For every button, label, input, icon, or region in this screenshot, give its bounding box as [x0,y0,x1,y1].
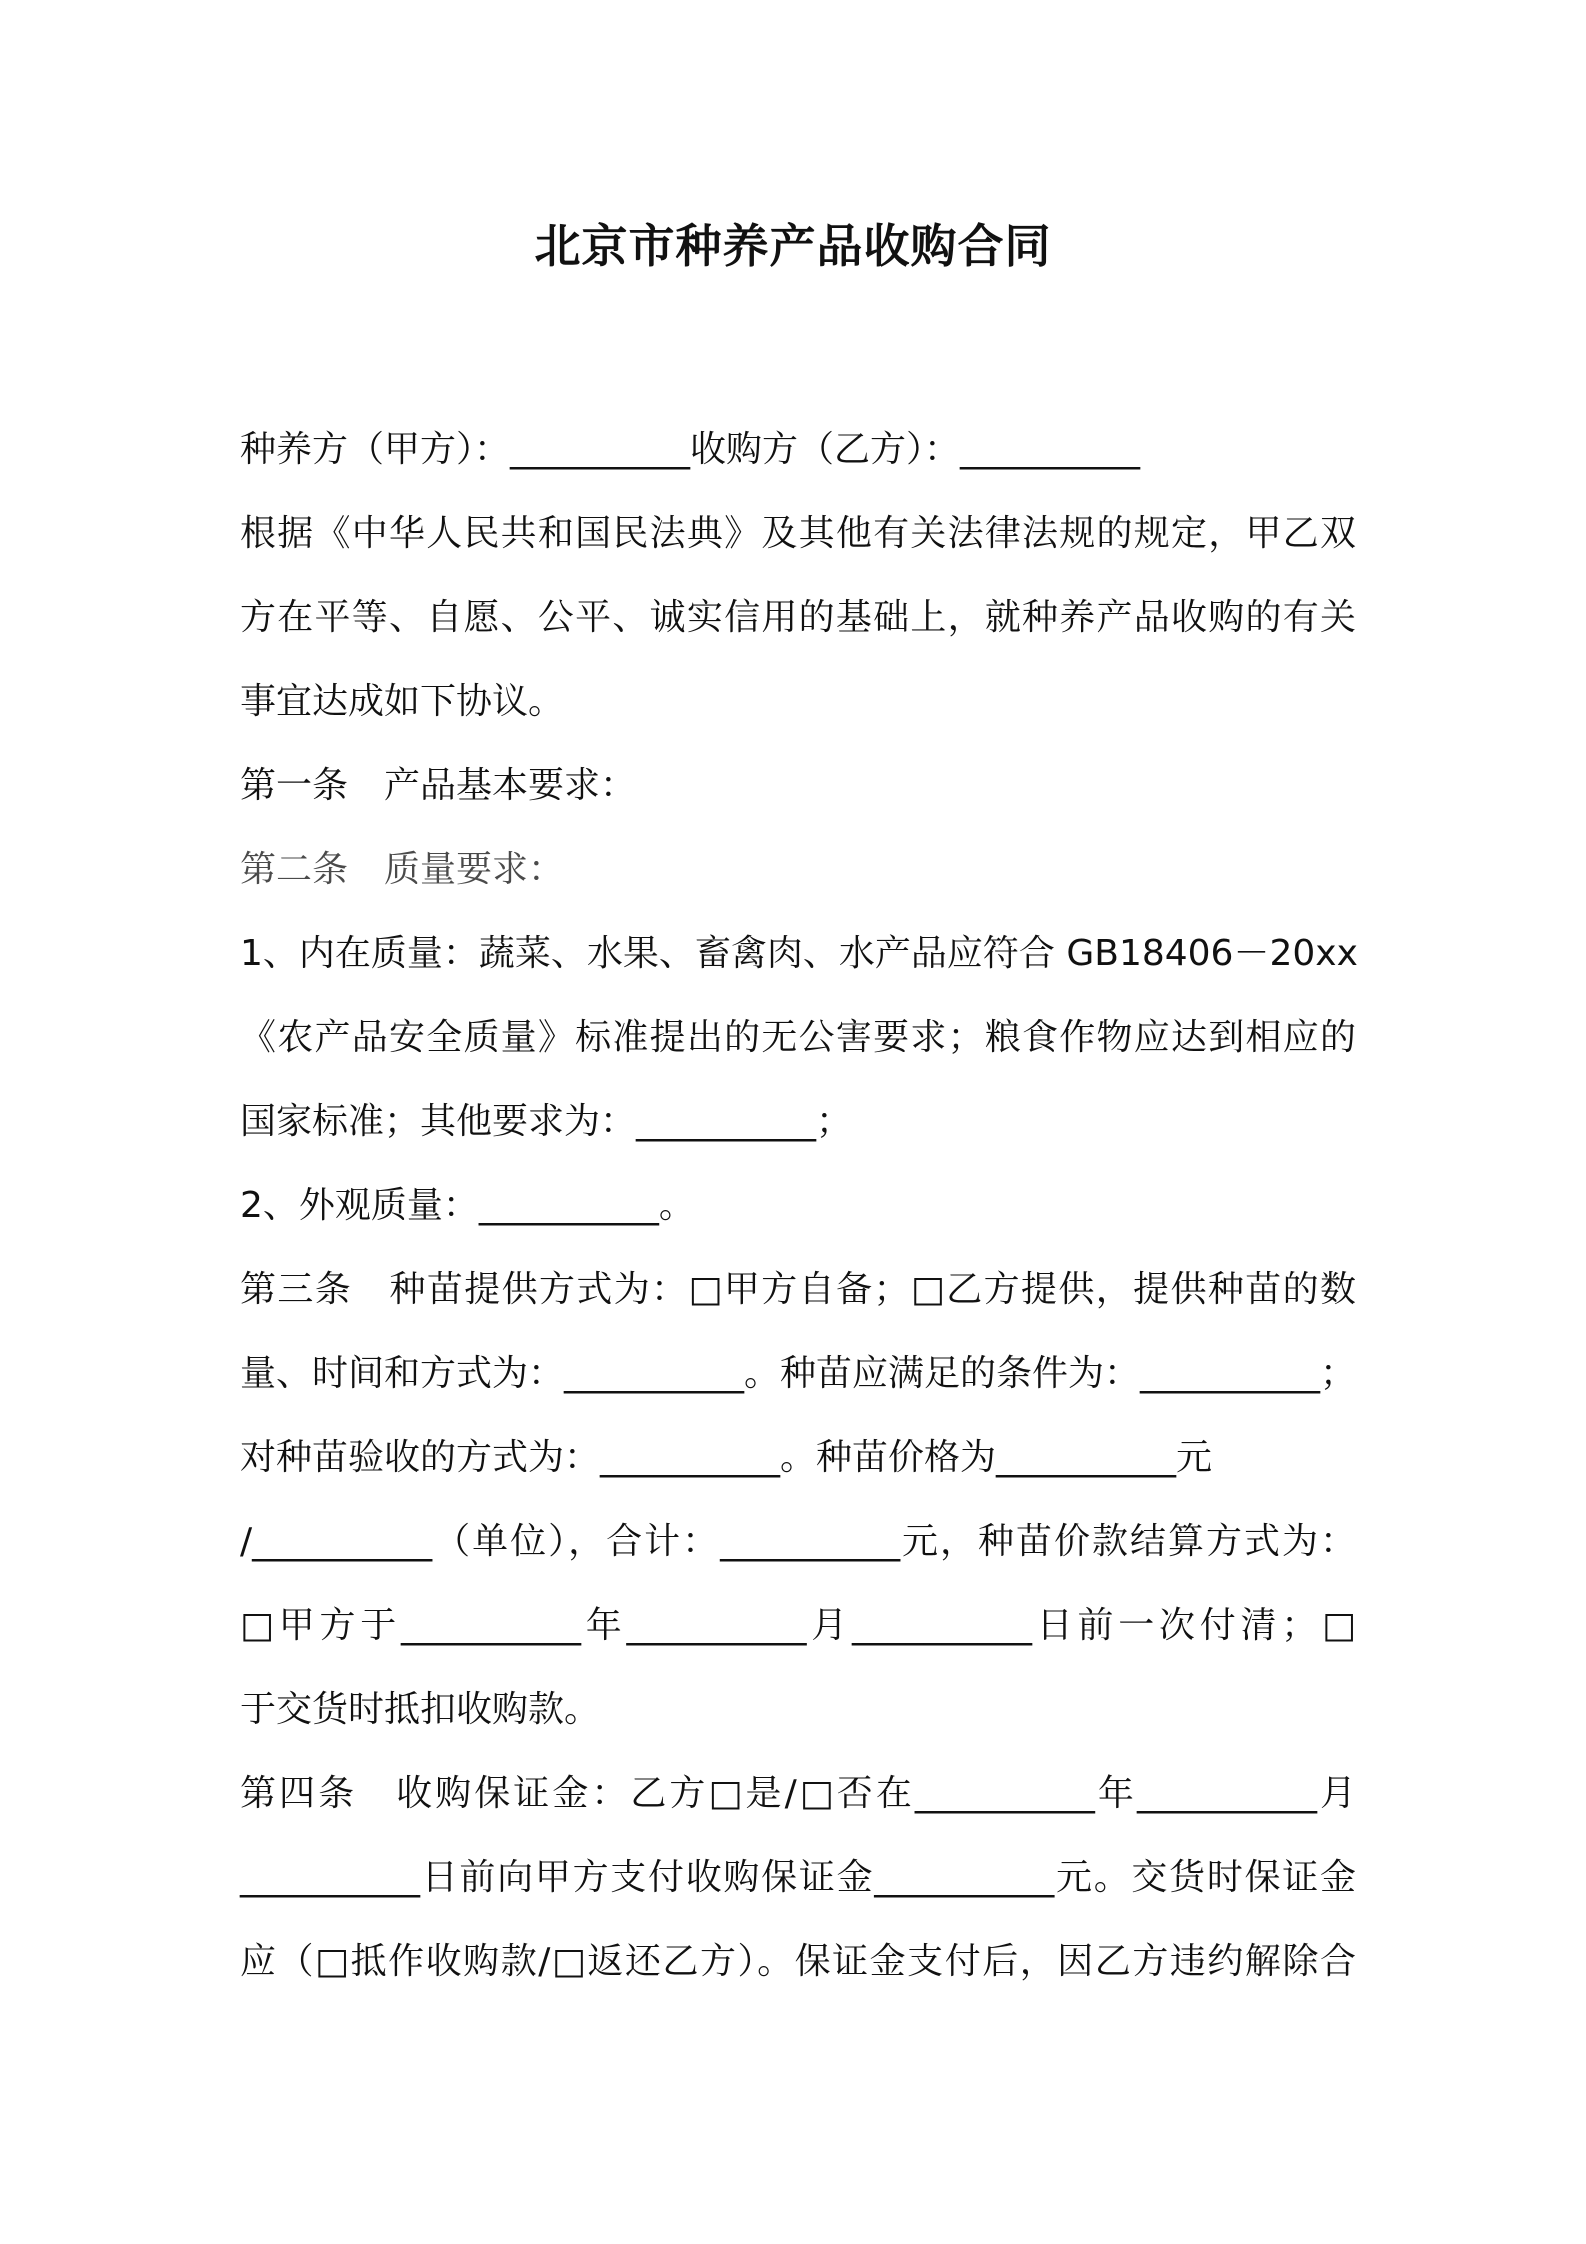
article-3-line-5: □甲方于__________年__________月__________日前一次付清；□ [240,1605,1356,1646]
article-2-heading: 第二条 质量要求： [240,849,565,890]
article-3-line-6: 于交货时抵扣收购款。 [240,1689,601,1730]
parties-line: 种养方（甲方）：__________收购方（乙方）：__________ [240,429,1141,470]
document-body [240,408,1356,2004]
preamble-line-1: 根据《中华人民共和国民法典》及其他有关法律法规的规定，甲乙双 [240,513,1356,554]
article-2-item-1-line-3: 国家标准；其他要求为：__________； [240,1101,853,1142]
article-2-item-2: 2、外观质量：__________。 [240,1185,695,1226]
article-3-line-1: 第三条 种苗提供方式为：□甲方自备；□乙方提供，提供种苗的数 [240,1269,1356,1310]
article-3-line-4: /__________（单位），合计：__________元，种苗价款结算方式为： [240,1521,1356,1562]
article-2-item-1-line-1: 1、内在质量：蔬菜、水果、畜禽肉、水产品应符合 GB18406－20xx [240,933,1358,974]
article-4-line-3: 应（□抵作收购款/□返还乙方）。保证金支付后，因乙方违约解除合 [240,1941,1356,1982]
document-title: 北京市种养产品收购合同 [534,219,1052,273]
preamble-line-2: 方在平等、自愿、公平、诚实信用的基础上，就种养产品收购的有关 [240,597,1356,638]
article-3-line-2: 量、时间和方式为：__________。种苗应满足的条件为：__________； [240,1353,1357,1394]
article-3-line-3: 对种苗验收的方式为：__________。种苗价格为__________元 [240,1437,1213,1478]
article-4-line-1: 第四条 收购保证金：乙方□是/□否在__________年__________月 [240,1773,1356,1814]
preamble-line-3: 事宜达成如下协议。 [240,681,565,722]
article-1-heading: 第一条 产品基本要求： [240,765,637,806]
article-4-line-2: __________日前向甲方支付收购保证金__________元。交货时保证金 [240,1857,1356,1898]
article-2-item-1-line-2: 《农产品安全质量》标准提出的无公害要求；粮食作物应达到相应的 [240,1017,1356,1058]
